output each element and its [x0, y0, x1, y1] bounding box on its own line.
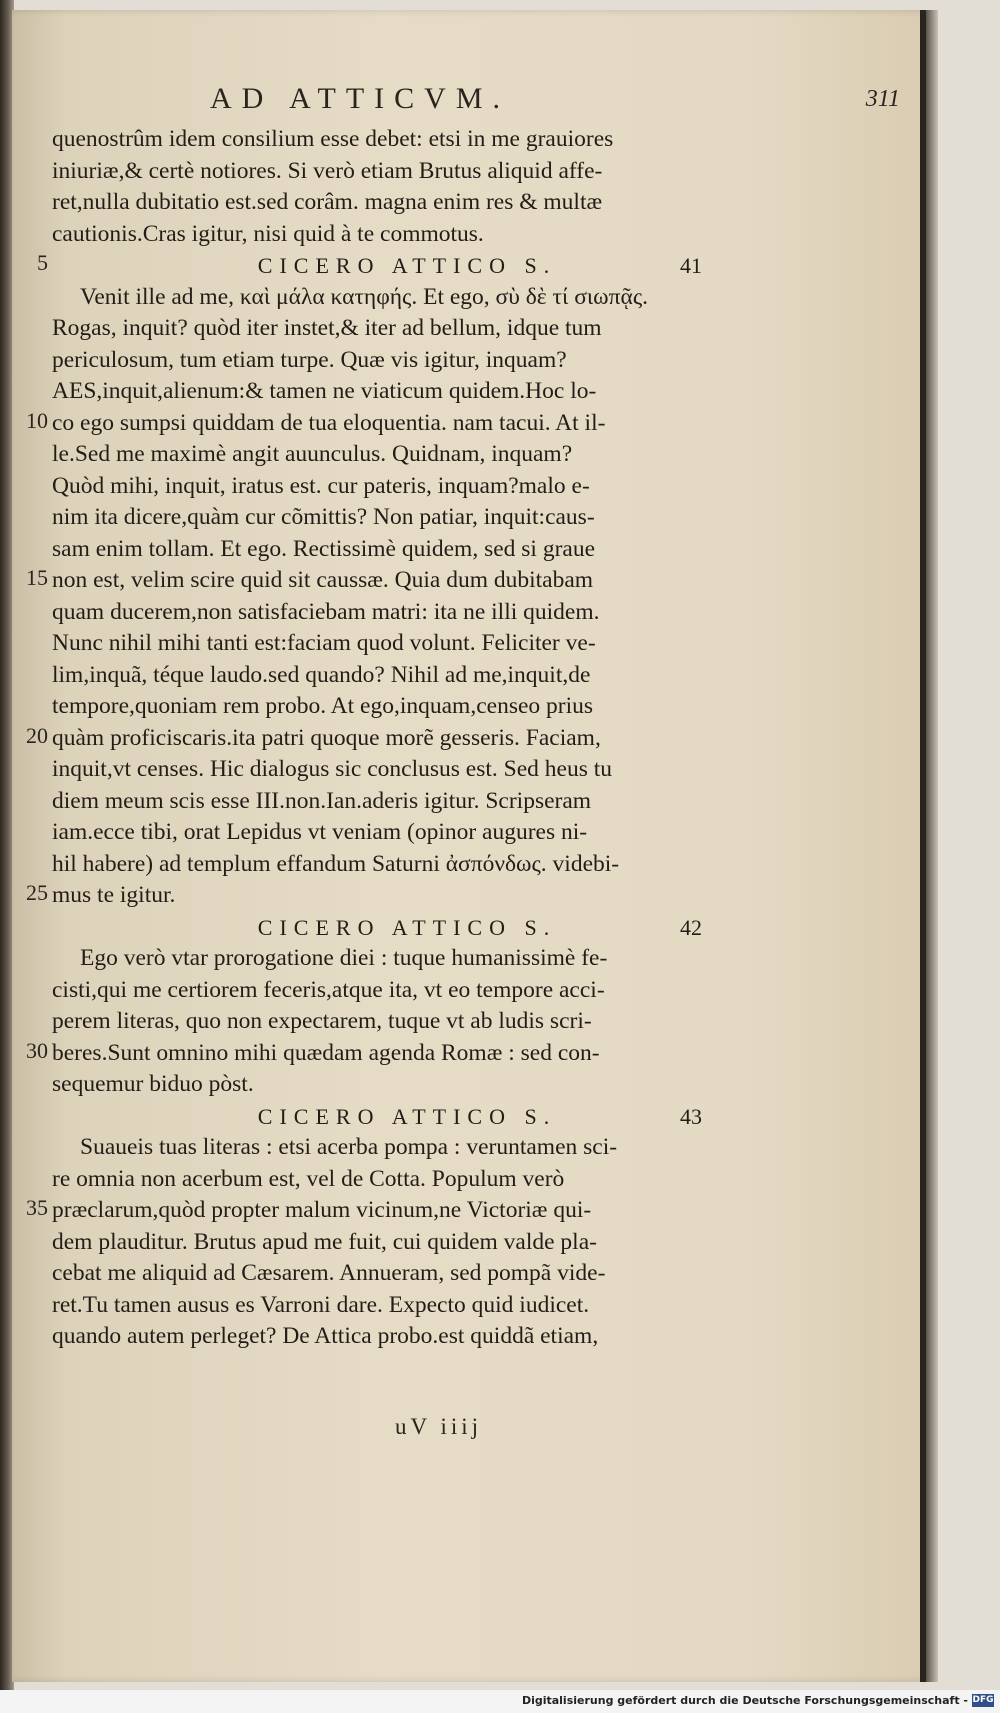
margin-line-number: 10	[26, 407, 48, 433]
text-line: beres.Sunt omnino mihi quædam agenda Romæ : sed con-	[52, 1039, 600, 1066]
text-line: ret,nulla dubitatio est.sed corâm. magna enim res & multæ	[52, 189, 603, 215]
text-line: quàm proficiscaris.ita patri quoque morẽ gesseris. Faciam,	[52, 724, 601, 751]
text-line: diem meum scis esse III.non.Ian.aderis igitur. Scripseram	[52, 787, 592, 814]
margin-line-number: 20	[26, 722, 48, 748]
text-line: mus te igitur.	[52, 882, 176, 908]
letter-heading	[52, 1101, 762, 1133]
letter-heading-text: CICERO ATTICO S.	[257, 1103, 557, 1129]
footer-credit: Digitalisierung gefördert durch die Deutsche Forschungsgemeinschaft -	[521, 1694, 968, 1707]
text-line: præclarum,quòd propter malum vicinum,ne Victoriæ qui-	[52, 1197, 592, 1223]
text-line: Venit ille ad me, καὶ μάλα κατηφής. Et ego, σὺ δὲ τί σιωπᾷς.	[80, 283, 649, 310]
text-line: dem plauditur. Brutus apud me fuit, cui quidem valde pla-	[52, 1228, 597, 1255]
margin-line-number: 5	[37, 250, 48, 275]
running-title: AD ATTICVM.	[210, 82, 511, 115]
text-line: quando autem perleget? De Attica probo.est quiddã etiam,	[52, 1323, 599, 1349]
dfg-logo: DFG	[972, 1695, 994, 1705]
text-line: AES,inquit,alienum:& tamen ne viaticum quidem.Hoc lo-	[52, 378, 597, 404]
letter-number: 43	[680, 1103, 702, 1129]
text-line: Rogas, inquit? quòd iter instet,& iter ad bellum, idque tum	[52, 315, 602, 341]
text-line: le.Sed me maximè angit auunculus. Quidnam, inquam?	[52, 441, 573, 467]
text-line: tempore,quoniam rem probo. At ego,inquam,censeo prius	[52, 693, 594, 719]
text-line: co ego sumpsi quiddam de tua eloquentia. nam tacui. At il-	[52, 409, 606, 436]
text-line: perem literas, quo non expectarem, tuque vt ab ludis scri-	[52, 1008, 592, 1034]
text-line: re omnia non acerbum est, vel de Cotta. Populum verò	[52, 1165, 565, 1192]
letter-heading	[52, 912, 762, 944]
letter-heading-text: CICERO ATTICO S.	[257, 253, 557, 278]
text-line: Nunc nihil mihi tanti est:faciam quod volunt. Feliciter ve-	[52, 630, 596, 656]
text-line: Suaueis tuas literas : etsi acerba pompa : veruntamen sci-	[80, 1134, 618, 1160]
text-line: sam enim tollam. Et ego. Rectissimè quidem, sed si graue	[52, 535, 596, 562]
text-line: iam.ecce tibi, orat Lepidus vt veniam (opinor augures ni-	[52, 819, 588, 845]
margin-line-number: 35	[26, 1195, 48, 1220]
margin-line-number: 25	[26, 880, 48, 905]
text-line: Ego verò vtar prorogatione diei : tuque humanissimè fe-	[80, 945, 608, 971]
page-edge-shadow	[926, 10, 938, 1682]
signature-mark: uV iiij	[395, 1414, 483, 1439]
letter-heading-text: CICERO ATTICO S.	[257, 914, 557, 940]
letter-heading	[52, 250, 762, 282]
letter-number: 41	[680, 253, 702, 278]
text-line: cisti,qui me certiorem feceris,atque ita, vt eo tempore acci-	[52, 976, 605, 1003]
text-line: ret.Tu tamen ausus es Varroni dare. Expecto quid iudicet.	[52, 1291, 590, 1318]
text-line: hil habere) ad templum effandum Saturni ἀσπόνδως. videbi-	[52, 850, 620, 877]
page-number: 311	[865, 86, 900, 112]
text-line: non est, velim scire quid sit caussæ. Quia dum dubitabam	[52, 567, 594, 593]
text-line: iniuriæ,& certè notiores. Si verò etiam Brutus aliquid affe-	[52, 157, 603, 184]
margin-line-number: 30	[26, 1037, 48, 1063]
running-head	[210, 82, 900, 118]
text-line: inquit,vt censes. Hic dialogus sic conclusus est. Sed heus tu	[52, 756, 613, 782]
text-line: Quòd mihi, inquit, iratus est. cur pateris, inquam?malo e-	[52, 472, 590, 499]
margin-line-number: 15	[26, 565, 48, 590]
text-line: nim ita dicere,quàm cur cõmittis? Non patiar, inquit:caus-	[52, 504, 595, 530]
text-line: lim,inquã, téque laudo.sed quando? Nihil ad me,inquit,de	[52, 661, 591, 688]
letter-number: 42	[680, 914, 702, 940]
text-line: quam ducerem,non satisfaciebam matri: ita ne illi quidem.	[52, 598, 600, 625]
text-line: cautionis.Cras igitur, nisi quid à te commotus.	[52, 220, 484, 247]
text-line: quenostrûm idem consilium esse debet: etsi in me grauiores	[52, 126, 614, 152]
main-text-block	[52, 124, 762, 1353]
text-line: sequemur biduo pòst.	[52, 1071, 254, 1097]
text-line: periculosum, tum etiam turpe. Quæ vis igitur, inquam?	[52, 346, 567, 373]
text-line: cebat me aliquid ad Cæsarem. Annueram, sed pompã vide-	[52, 1260, 606, 1286]
